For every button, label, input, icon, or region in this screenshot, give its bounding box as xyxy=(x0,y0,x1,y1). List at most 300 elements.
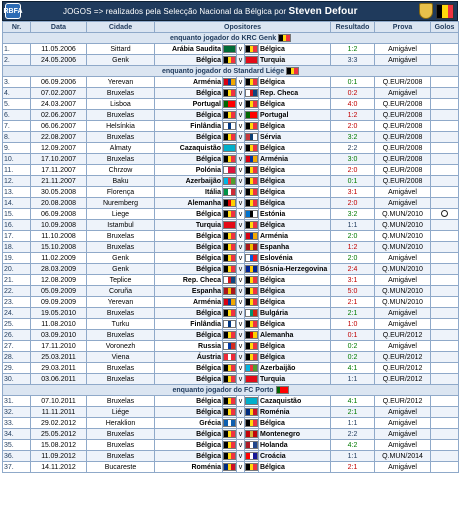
home-flag-icon xyxy=(223,342,236,350)
table-row xyxy=(3,198,459,209)
match-result: 2:4 xyxy=(331,264,375,275)
away-flag-icon xyxy=(245,441,258,449)
away-flag-cell xyxy=(245,209,259,220)
table-row xyxy=(3,132,459,143)
competition: Amigável xyxy=(375,429,431,440)
match-result: 2:2 xyxy=(331,429,375,440)
match-date: 19.05.2010 xyxy=(31,308,87,319)
match-date: 12.09.2007 xyxy=(31,143,87,154)
home-flag-cell xyxy=(223,407,237,418)
competition: Q.EUR/2008 xyxy=(375,121,431,132)
away-team: Alemanha xyxy=(259,330,331,341)
away-team: Bélgica xyxy=(259,143,331,154)
versus-label: v xyxy=(237,99,245,110)
goals-cell xyxy=(431,165,459,176)
away-flag-icon xyxy=(245,364,258,372)
away-flag-cell xyxy=(245,143,259,154)
match-number: 18. xyxy=(3,242,31,253)
match-city: Genk xyxy=(87,55,155,66)
match-city: Bucareste xyxy=(87,462,155,473)
versus-label: v xyxy=(237,143,245,154)
home-team: Roménia xyxy=(155,462,223,473)
home-flag-cell xyxy=(223,187,237,198)
match-city: Heraklion xyxy=(87,418,155,429)
match-result: 2:1 xyxy=(331,407,375,418)
home-flag-icon xyxy=(223,254,236,262)
match-number: 11. xyxy=(3,165,31,176)
match-result: 2:0 xyxy=(331,165,375,176)
goals-cell xyxy=(431,352,459,363)
match-result: 1:2 xyxy=(331,44,375,55)
away-flag-icon xyxy=(245,210,258,218)
home-flag-cell xyxy=(223,363,237,374)
match-city: Voronezh xyxy=(87,341,155,352)
competition: Q.EUR/2012 xyxy=(375,374,431,385)
title-bar xyxy=(2,1,458,21)
home-flag-icon xyxy=(223,100,236,108)
home-flag-icon xyxy=(223,463,236,471)
match-date: 29.02.2012 xyxy=(31,418,87,429)
table-row xyxy=(3,264,459,275)
table-row xyxy=(3,286,459,297)
table-row xyxy=(3,209,459,220)
match-city: Florença xyxy=(87,187,155,198)
versus-label: v xyxy=(237,440,245,451)
home-flag-cell xyxy=(223,121,237,132)
home-team: Bélgica xyxy=(155,429,223,440)
away-flag-icon xyxy=(245,232,258,240)
versus-label: v xyxy=(237,88,245,99)
match-city: Istambul xyxy=(87,220,155,231)
match-date: 11.10.2008 xyxy=(31,231,87,242)
away-flag-cell xyxy=(245,220,259,231)
table-row xyxy=(3,165,459,176)
away-flag-icon xyxy=(245,100,258,108)
match-date: 30.05.2008 xyxy=(31,187,87,198)
home-flag-cell xyxy=(223,55,237,66)
away-flag-cell xyxy=(245,396,259,407)
competition: Amigável xyxy=(375,462,431,473)
match-date: 25.03.2011 xyxy=(31,352,87,363)
match-date: 06.09.2006 xyxy=(31,77,87,88)
away-team: Bélgica xyxy=(259,176,331,187)
match-date: 09.09.2009 xyxy=(31,297,87,308)
away-flag-cell xyxy=(245,429,259,440)
match-date: 22.08.2007 xyxy=(31,132,87,143)
home-team: Arménia xyxy=(155,297,223,308)
away-flag-icon xyxy=(245,419,258,427)
match-number: 16. xyxy=(3,220,31,231)
home-flag-icon xyxy=(223,188,236,196)
goals-cell xyxy=(431,187,459,198)
header-competition: Prova xyxy=(375,22,431,33)
match-city: Sittard xyxy=(87,44,155,55)
away-flag-cell xyxy=(245,187,259,198)
match-result: 0:1 xyxy=(331,176,375,187)
section-header xyxy=(3,385,459,396)
match-result: 2:2 xyxy=(331,143,375,154)
match-city: Turku xyxy=(87,319,155,330)
away-team: Croácia xyxy=(259,451,331,462)
home-team: Portugal xyxy=(155,99,223,110)
home-flag-icon xyxy=(223,133,236,141)
away-flag-icon xyxy=(245,430,258,438)
goals-cell xyxy=(431,231,459,242)
home-team: Russia xyxy=(155,341,223,352)
table-row xyxy=(3,220,459,231)
home-flag-icon xyxy=(223,78,236,86)
away-flag-cell xyxy=(245,132,259,143)
home-flag-cell xyxy=(223,143,237,154)
away-flag-cell xyxy=(245,176,259,187)
home-flag-icon xyxy=(223,287,236,295)
home-flag-cell xyxy=(223,319,237,330)
away-team: Bélgica xyxy=(259,121,331,132)
competition: Amigável xyxy=(375,308,431,319)
home-flag-cell xyxy=(223,220,237,231)
home-team: Bélgica xyxy=(155,242,223,253)
versus-label: v xyxy=(237,275,245,286)
home-flag-icon xyxy=(223,309,236,317)
match-date: 11.11.2011 xyxy=(31,407,87,418)
away-team: Roménia xyxy=(259,407,331,418)
goals-cell xyxy=(431,286,459,297)
versus-label: v xyxy=(237,110,245,121)
goals-cell xyxy=(431,341,459,352)
versus-label: v xyxy=(237,286,245,297)
table-row xyxy=(3,352,459,363)
match-date: 24.05.2006 xyxy=(31,55,87,66)
competition: Q.EUR/2012 xyxy=(375,396,431,407)
versus-label: v xyxy=(237,209,245,220)
away-flag-cell xyxy=(245,330,259,341)
table-row xyxy=(3,110,459,121)
match-date: 25.05.2012 xyxy=(31,429,87,440)
match-city: Bruxelas xyxy=(87,374,155,385)
match-city: Bruxelas xyxy=(87,330,155,341)
competition: Q.MUN/2014 xyxy=(375,451,431,462)
versus-label: v xyxy=(237,242,245,253)
away-flag-icon xyxy=(245,342,258,350)
away-team: Estónia xyxy=(259,209,331,220)
away-flag-cell xyxy=(245,242,259,253)
away-flag-icon xyxy=(245,375,258,383)
table-row xyxy=(3,341,459,352)
away-team: Turquia xyxy=(259,55,331,66)
versus-label: v xyxy=(237,220,245,231)
away-flag-icon xyxy=(245,89,258,97)
away-flag-icon xyxy=(245,298,258,306)
away-team: Cazaquistão xyxy=(259,396,331,407)
away-flag-icon xyxy=(245,56,258,64)
match-number: 6. xyxy=(3,110,31,121)
home-team: Espanha xyxy=(155,286,223,297)
home-flag-icon xyxy=(223,155,236,163)
competition: Amigável xyxy=(375,198,431,209)
match-result: 1:1 xyxy=(331,418,375,429)
match-result: 2:0 xyxy=(331,231,375,242)
table-row xyxy=(3,297,459,308)
away-flag-icon xyxy=(245,199,258,207)
versus-label: v xyxy=(237,451,245,462)
section-header xyxy=(3,66,459,77)
versus-label: v xyxy=(237,231,245,242)
match-date: 17.11.2010 xyxy=(31,341,87,352)
away-flag-icon xyxy=(245,45,258,53)
goals-cell xyxy=(431,264,459,275)
match-number: 3. xyxy=(3,77,31,88)
away-team: Espanha xyxy=(259,242,331,253)
match-date: 05.09.2009 xyxy=(31,286,87,297)
match-result: 4:2 xyxy=(331,440,375,451)
home-team: Bélgica xyxy=(155,374,223,385)
home-flag-icon xyxy=(223,232,236,240)
away-flag-cell xyxy=(245,77,259,88)
match-number: 37. xyxy=(3,462,31,473)
competition: Q.EUR/2008 xyxy=(375,154,431,165)
competition: Amigável xyxy=(375,55,431,66)
home-flag-icon xyxy=(223,408,236,416)
goals-cell xyxy=(431,451,459,462)
match-city: Teplice xyxy=(87,275,155,286)
match-result: 0:2 xyxy=(331,88,375,99)
away-team: Arménia xyxy=(259,231,331,242)
match-city: Genk xyxy=(87,253,155,264)
home-flag-cell xyxy=(223,242,237,253)
belgium-flag-icon xyxy=(436,4,454,19)
match-result: 1:0 xyxy=(331,319,375,330)
match-date: 11.08.2010 xyxy=(31,319,87,330)
match-city: Bruxelas xyxy=(87,396,155,407)
away-flag-icon xyxy=(245,265,258,273)
match-number: 29. xyxy=(3,363,31,374)
goals-cell xyxy=(431,176,459,187)
match-result: 3:2 xyxy=(331,209,375,220)
table-row xyxy=(3,187,459,198)
goals-cell xyxy=(431,374,459,385)
match-number: 15. xyxy=(3,209,31,220)
competition: Q.MUN/2010 xyxy=(375,264,431,275)
away-flag-icon xyxy=(245,320,258,328)
match-city: Genk xyxy=(87,264,155,275)
home-flag-icon xyxy=(223,265,236,273)
match-date: 11.05.2006 xyxy=(31,44,87,55)
match-result: 2:1 xyxy=(331,308,375,319)
away-flag-cell xyxy=(245,88,259,99)
match-number: 26. xyxy=(3,330,31,341)
goals-cell xyxy=(431,253,459,264)
away-flag-cell xyxy=(245,264,259,275)
title-prefix: JOGOS => realizados pela Selecção Nacional da Bélgica por xyxy=(63,6,287,16)
match-city: Bruxelas xyxy=(87,363,155,374)
match-number: 27. xyxy=(3,341,31,352)
competition: Amigável xyxy=(375,44,431,55)
header-result: Resultado xyxy=(331,22,375,33)
match-result: 3:2 xyxy=(331,132,375,143)
away-flag-cell xyxy=(245,341,259,352)
home-flag-cell xyxy=(223,440,237,451)
competition: Q.MUN/2010 xyxy=(375,286,431,297)
match-number: 1. xyxy=(3,44,31,55)
match-result: 0:1 xyxy=(331,330,375,341)
match-date: 03.09.2010 xyxy=(31,330,87,341)
competition: Q.MUN/2010 xyxy=(375,297,431,308)
match-date: 03.06.2011 xyxy=(31,374,87,385)
home-flag-icon xyxy=(223,166,236,174)
competition: Q.EUR/2012 xyxy=(375,330,431,341)
goals-cell xyxy=(431,297,459,308)
away-team: Bélgica xyxy=(259,352,331,363)
home-flag-cell xyxy=(223,253,237,264)
away-flag-cell xyxy=(245,154,259,165)
home-team: Bélgica xyxy=(155,440,223,451)
home-flag-cell xyxy=(223,286,237,297)
away-flag-cell xyxy=(245,363,259,374)
table-row xyxy=(3,99,459,110)
match-city: Lisboa xyxy=(87,99,155,110)
table-row xyxy=(3,418,459,429)
home-flag-icon xyxy=(223,122,236,130)
away-team: Montenegro xyxy=(259,429,331,440)
table-row xyxy=(3,429,459,440)
home-flag-cell xyxy=(223,341,237,352)
match-number: 34. xyxy=(3,429,31,440)
away-flag-cell xyxy=(245,44,259,55)
table-row xyxy=(3,176,459,187)
match-date: 11.09.2012 xyxy=(31,451,87,462)
match-result: 4:0 xyxy=(331,99,375,110)
goals-cell xyxy=(431,440,459,451)
away-flag-cell xyxy=(245,198,259,209)
versus-label: v xyxy=(237,308,245,319)
versus-label: v xyxy=(237,396,245,407)
away-flag-icon xyxy=(245,287,258,295)
competition: Amigável xyxy=(375,187,431,198)
away-team: Portugal xyxy=(259,110,331,121)
table-row xyxy=(3,44,459,55)
away-flag-cell xyxy=(245,319,259,330)
match-number: 24. xyxy=(3,308,31,319)
home-team: Bélgica xyxy=(155,451,223,462)
away-flag-cell xyxy=(245,418,259,429)
table-row xyxy=(3,396,459,407)
section-label-cell xyxy=(3,33,459,44)
match-city: Nuremberg xyxy=(87,198,155,209)
goals-cell xyxy=(431,55,459,66)
match-city: Bruxelas xyxy=(87,132,155,143)
match-date: 14.11.2012 xyxy=(31,462,87,473)
match-city: Chrzow xyxy=(87,165,155,176)
goals-cell xyxy=(431,429,459,440)
home-flag-icon xyxy=(223,111,236,119)
match-date: 24.03.2007 xyxy=(31,99,87,110)
match-result: 3:1 xyxy=(331,275,375,286)
match-number: 13. xyxy=(3,187,31,198)
match-date: 28.03.2009 xyxy=(31,264,87,275)
match-result: 0:2 xyxy=(331,341,375,352)
match-number: 20. xyxy=(3,264,31,275)
away-team: Bélgica xyxy=(259,44,331,55)
away-team: Bélgica xyxy=(259,165,331,176)
match-result: 5:0 xyxy=(331,286,375,297)
home-flag-icon xyxy=(223,144,236,152)
home-team: Bélgica xyxy=(155,231,223,242)
goals-cell xyxy=(431,319,459,330)
match-number: 28. xyxy=(3,352,31,363)
away-team: Bélgica xyxy=(259,462,331,473)
match-date: 12.08.2009 xyxy=(31,275,87,286)
match-date: 20.08.2008 xyxy=(31,198,87,209)
home-flag-cell xyxy=(223,330,237,341)
match-city: Almaty xyxy=(87,143,155,154)
match-number: 2. xyxy=(3,55,31,66)
home-team: Polónia xyxy=(155,165,223,176)
match-city: Bruxelas xyxy=(87,231,155,242)
versus-label: v xyxy=(237,253,245,264)
home-flag-cell xyxy=(223,231,237,242)
match-number: 12. xyxy=(3,176,31,187)
match-city: Bruxelas xyxy=(87,308,155,319)
match-date: 15.10.2008 xyxy=(31,242,87,253)
versus-label: v xyxy=(237,187,245,198)
home-flag-cell xyxy=(223,418,237,429)
match-city: Bruxelas xyxy=(87,440,155,451)
match-result: 2:0 xyxy=(331,121,375,132)
home-team: Finlândia xyxy=(155,319,223,330)
home-flag-icon xyxy=(223,331,236,339)
table-row xyxy=(3,451,459,462)
away-team: Bélgica xyxy=(259,286,331,297)
table-row xyxy=(3,55,459,66)
away-flag-icon xyxy=(245,122,258,130)
competition: Amigável xyxy=(375,440,431,451)
match-result: 1:1 xyxy=(331,451,375,462)
away-team: Bélgica xyxy=(259,319,331,330)
away-team: Eslovénia xyxy=(259,253,331,264)
away-flag-cell xyxy=(245,165,259,176)
home-team: Bélgica xyxy=(155,253,223,264)
home-team: Bélgica xyxy=(155,363,223,374)
away-flag-icon xyxy=(245,276,258,284)
match-number: 19. xyxy=(3,253,31,264)
home-team: Arménia xyxy=(155,77,223,88)
match-number: 33. xyxy=(3,418,31,429)
home-flag-cell xyxy=(223,154,237,165)
matches-table xyxy=(2,21,459,473)
home-flag-cell xyxy=(223,374,237,385)
versus-label: v xyxy=(237,374,245,385)
versus-label: v xyxy=(237,121,245,132)
home-team: Bélgica xyxy=(155,396,223,407)
away-flag-cell xyxy=(245,99,259,110)
match-number: 30. xyxy=(3,374,31,385)
table-header xyxy=(3,22,459,33)
match-date: 17.11.2007 xyxy=(31,165,87,176)
away-team: Bélgica xyxy=(259,77,331,88)
match-number: 32. xyxy=(3,407,31,418)
competition: Q.EUR/2012 xyxy=(375,363,431,374)
match-date: 10.09.2008 xyxy=(31,220,87,231)
away-flag-cell xyxy=(245,275,259,286)
match-date: 15.08.2012 xyxy=(31,440,87,451)
match-city: Bruxelas xyxy=(87,242,155,253)
home-flag-icon xyxy=(223,199,236,207)
away-flag-cell xyxy=(245,297,259,308)
goals-cell xyxy=(431,275,459,286)
versus-label: v xyxy=(237,363,245,374)
home-team: Bélgica xyxy=(155,88,223,99)
match-result: 1:2 xyxy=(331,242,375,253)
